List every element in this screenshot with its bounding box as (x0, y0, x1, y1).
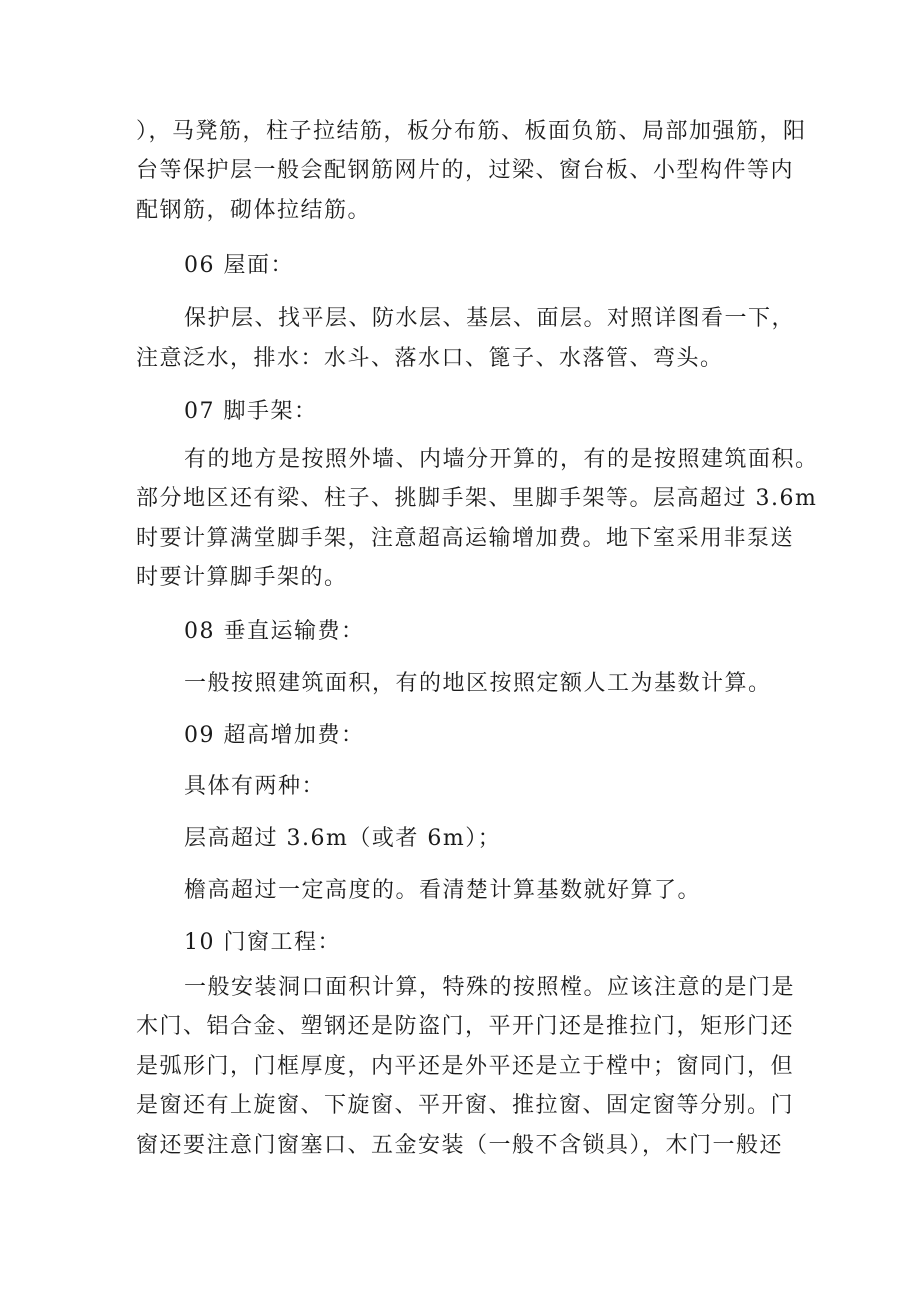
text-line-2: 台等保护层一般会配钢筋网片的，过梁、窗台板、小型构件等内 (136, 158, 795, 183)
text-line-15: 具体有两种： (184, 774, 326, 799)
text-line-11: 时要计算脚手架的。 (136, 565, 348, 590)
text-line-19: 一般安装洞口面积计算，特殊的按照樘。应该注意的是门是 (184, 975, 796, 1000)
section-heading-scaffold: 07 脚手架： (184, 399, 318, 424)
text-line-16: 层高超过 3.6m（或者 6m）； (184, 826, 502, 851)
section-heading-height-surcharge: 09 超高增加费： (184, 723, 365, 748)
text-line-1: ），马凳筋，柱子拉结筋，板分布筋、板面负筋、局部加强筋，阳 (136, 119, 807, 144)
text-line-23: 窗还要注意门窗塞口、五金安装（一般不含锁具），木门一般还 (136, 1133, 784, 1158)
text-line-8: 有的地方是按照外墙、内墙分开算的，有的是按照建筑面积。 (184, 447, 819, 472)
text-line-22: 是窗还有上旋窗、下旋窗、平开窗、推拉窗、固定窗等分别。门 (136, 1093, 795, 1118)
text-line-3: 配钢筋，砌体拉结筋。 (136, 198, 372, 223)
text-line-17: 檐高超过一定高度的。看清楚计算基数就好算了。 (184, 878, 702, 903)
text-line-6: 注意泛水，排水：水斗、落水口、篦子、水落管、弯头。 (136, 346, 724, 371)
text-line-9: 部分地区还有梁、柱子、挑脚手架、里脚手架等。层高超过 3.6m (136, 486, 818, 511)
section-heading-vertical-transport: 08 垂直运输费： (184, 619, 365, 644)
text-line-10: 时要计算满堂脚手架，注意超高运输增加费。地下室采用非泵送 (136, 526, 795, 551)
text-line-13: 一般按照建筑面积，有的地区按照定额人工为基数计算。 (184, 671, 772, 696)
text-line-5: 保护层、找平层、防水层、基层、面层。对照详图看一下， (184, 306, 796, 331)
text-line-20: 木门、铝合金、塑钢还是防盗门，平开门还是推拉门，矩形门还 (136, 1014, 795, 1039)
section-heading-roof: 06 屋面： (184, 253, 294, 278)
section-heading-doors-windows: 10 门窗工程： (184, 930, 341, 955)
text-line-21: 是弧形门，门框厚度，内平还是外平还是立于樘中；窗同门，但 (136, 1054, 795, 1079)
